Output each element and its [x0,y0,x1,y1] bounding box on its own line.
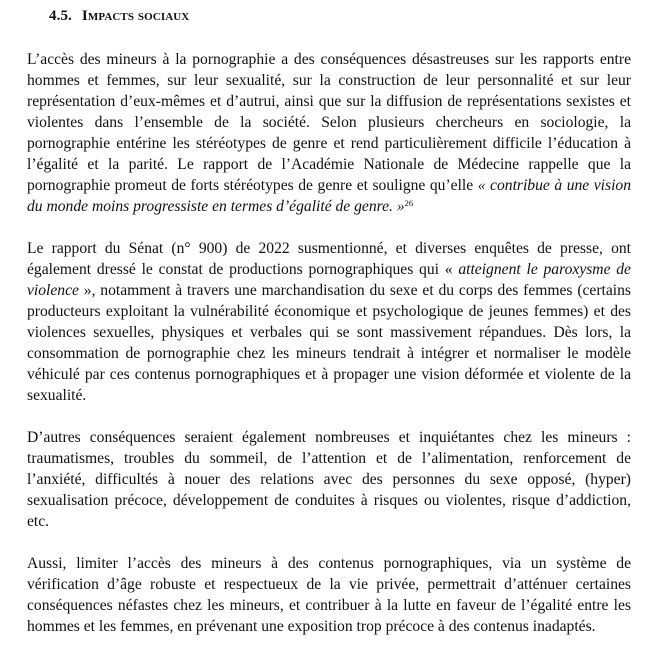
paragraph-senat-text-before: Le rapport du Sénat (n° 900) de 2022 susmentionné, et diverses enquêtes de presse, ont également dressé le constat de productions pornographiques qui « [27,240,631,278]
senat-quote: atteignent le paroxysme de violence [27,261,631,299]
paragraph-other-consequences: D’autres conséquences seraient également nombreuses et inquiétantes chez les mineurs : traumatismes, troubles du sommeil, de l’attention et de l’alimentation, renforcement de l’anxiété, difficultés à nouer des relations avec des personnes du sexe opposé, (hyper) sexualisation précoce, développement de conduites à risques ou violentes, risque d’addiction, etc. [27,429,631,530]
paragraph-consequences [27,49,631,217]
paragraph-consequences-text: L’accès des mineurs à la pornographie a des conséquences désastreuses sur les rapports entre hommes et femmes, sur leur sexualité, sur la construction de leur personnalité et sur leur représentation d’eux-mêmes et d’autrui, ainsi que sur la diffusion de représentations sexistes et violentes dans l’ensemble de la société. Selon plusieurs chercheurs en sociologie, la pornographie entérine les stéréotypes de genre et rend particulièrement difficile l’éducation à l’égalité et la parité. Le rapport de l’Académie Nationale de Médecine rappelle que la pornographie promeut de forts stéréotypes de genre et souligne qu’elle [27,51,631,194]
paragraph-senat-report [27,238,631,406]
paragraph-senat-text-after: », notamment à travers une marchandisation du sexe et du corps des femmes (certains producteurs exploitant la vulnérabilité économique et psychologique de jeunes femmes) et des violences sexuelles, physiques et verbales qui se sont massivement répandues. Dès lors, la consommation de pornographie chez les mineurs tendrait à intégrer et normaliser le modèle véhiculé par ces contenus pornographiques et à propager une vision déformée et violente de la sexualité. [27,282,631,404]
section-title: Impacts sociaux [81,8,190,24]
paragraph-conclusion: Aussi, limiter l’accès des mineurs à des contenus pornographiques, via un système de vérification d’âge robuste et respectueux de la vie privée, permettrait d’atténuer certaines conséquences néfastes chez les mineurs, et contribuer à la lutte en faveur de l’égalité entre les hommes et les femmes, en prévenant une exposition trop précoce à des contenus inadaptés. [27,555,631,635]
section-heading [49,6,631,26]
section-number: 4.5. [49,8,72,24]
academie-quote: « contribue à une vision du monde moins progressiste en termes d’égalité de genre. » [27,177,632,215]
footnote-ref: 26 [404,198,414,208]
